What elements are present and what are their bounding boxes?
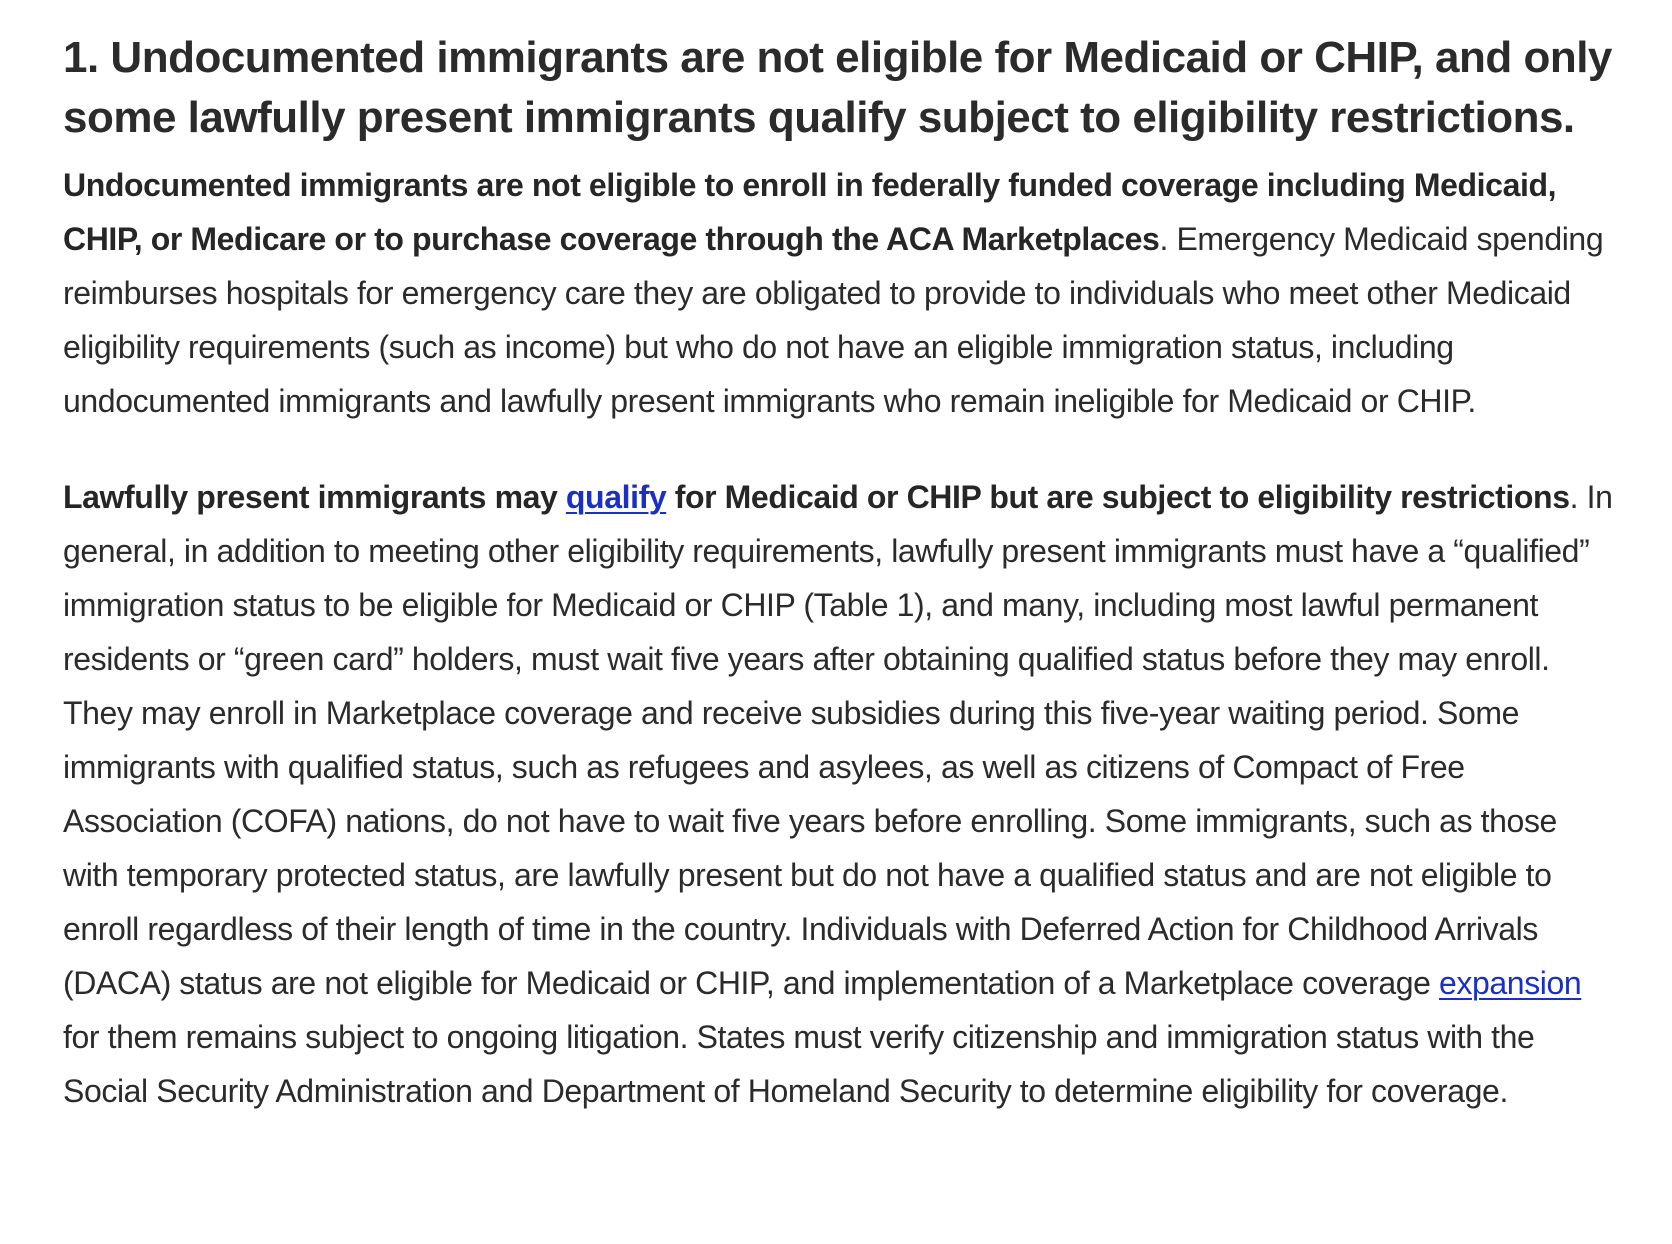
paragraph-2-lead-before: Lawfully present immigrants may <box>63 479 566 515</box>
paragraph-2-lead <box>63 479 1570 515</box>
qualify-link[interactable]: qualify <box>565 479 667 515</box>
paragraph-2-lead-after: for Medicaid or CHIP but are subject to eligibility restrictions <box>666 479 1570 515</box>
paragraph-2-body-after-link: for them remains subject to ongoing litigation. States must verify citizenship and immigration status with the Social Security Administration and Department of Homeland Security to determine eligibility for coverage. <box>63 1019 1535 1109</box>
paragraph-1-body: . Emergency Medicaid spending reimburses hospitals for emergency care they are obligated to provide to individuals who meet other Medicaid eligibility requirements (such as income) but who do not have an eligible immigration status, including undocumented immigrants and lawfully present immigrants who remain ineligible for Medicaid or CHIP. <box>63 221 1604 419</box>
expansion-link[interactable]: expansion <box>1439 965 1582 1001</box>
paragraph-2-body-before-link: . In general, in addition to meeting other eligibility requirements, lawfully present immigrants must have a “qualified” immigration status to be eligible for Medicaid or CHIP (Table 1), and many, including most lawful permanent residents or “green card” holders, must wait five years after obtaining qualified status before they may enroll. They may enroll in Marketplace coverage and receive subsidies during this five-year waiting period. Some immigrants with qualified status, such as refugees and asylees, as well as citizens of Compact of Free Association (COFA) nations, do not have to wait five years before enrolling. Some immigrants, such as those with temporary protected status, are lawfully present but do not have a qualified status and are not eligible to enroll regardless of their length of time in the country. Individuals with Deferred Action for Childhood Arrivals (DACA) status are not eligible for Medicaid or CHIP, and implementation of a Marketplace coverage <box>63 479 1613 1001</box>
paragraph-lawfully-present <box>63 470 1614 1118</box>
section-heading: 1. Undocumented immigrants are not eligible for Medicaid or CHIP, and only some lawfully present immigrants qualify subject to eligibility restrictions. <box>63 33 1612 142</box>
paragraph-undocumented <box>63 158 1614 428</box>
paragraph-1-lead: Undocumented immigrants are not eligible to enroll in federally funded coverage including Medicaid, CHIP, or Medicare or to purchase coverage through the ACA Marketplaces <box>63 167 1557 257</box>
